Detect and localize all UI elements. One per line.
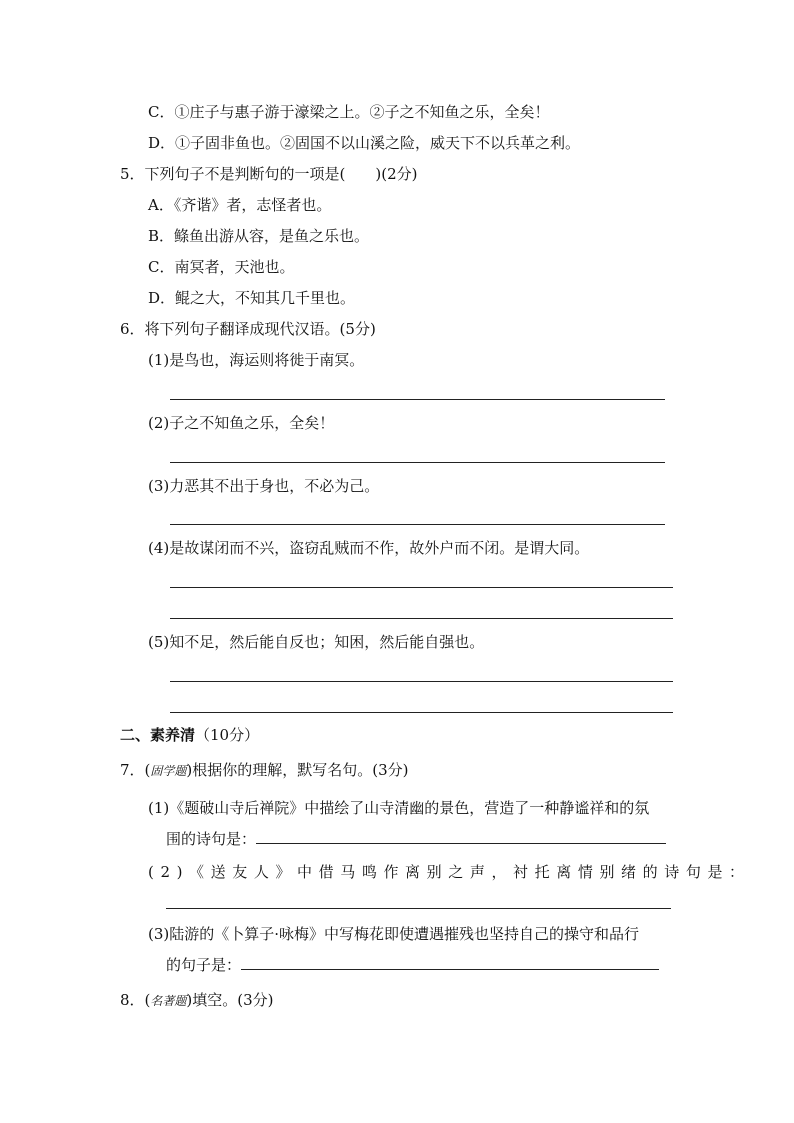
q7-item-3-blank[interactable] xyxy=(241,955,659,970)
q7-number: 7．( xyxy=(120,761,151,779)
q6-answer-line-3[interactable] xyxy=(170,524,665,525)
q7-item-3-prompt: 的句子是： xyxy=(166,956,242,974)
q7-stem xyxy=(120,760,409,781)
q7-item-1-line-2 xyxy=(166,829,666,849)
section-2-heading xyxy=(120,725,259,745)
q6-sentence-4: (4)是故谋闭而不兴，盗窃乱贼而不作，故外户而不闭。是谓大同。 xyxy=(148,539,590,557)
q6-answer-line-4b[interactable] xyxy=(170,618,673,619)
q5-option-d: D．鲲之大，不知其几千里也。 xyxy=(148,289,356,307)
q6-answer-line-5a[interactable] xyxy=(170,681,673,682)
q6-stem: 6．将下列句子翻译成现代汉语。(5分) xyxy=(120,320,376,338)
q7-tag: 固学题 xyxy=(150,764,187,778)
q6-answer-line-5b[interactable] xyxy=(170,712,673,713)
q6-sentence-5: (5)知不足，然后能自反也；知困，然后能自强也。 xyxy=(148,633,485,651)
q7-item-1-line-1: (1)《题破山寺后禅院》中描绘了山寺清幽的景色，营造了一种静谧祥和的氛 xyxy=(148,799,650,817)
q5-option-b: B．鲦鱼出游从容，是鱼之乐也。 xyxy=(148,227,370,245)
q8-stem xyxy=(120,990,274,1011)
q5-option-a: A．《齐谐》者，志怪者也。 xyxy=(148,196,332,214)
q6-answer-line-2[interactable] xyxy=(170,462,665,463)
q6-answer-line-1[interactable] xyxy=(170,399,665,400)
q6-answer-line-4a[interactable] xyxy=(170,587,673,588)
q5-option-c: C．南冥者，天池也。 xyxy=(148,258,295,276)
q4-option-d: D．①子固非鱼也。②固国不以山溪之险，威天下不以兵革之利。 xyxy=(148,134,581,152)
q7-item-1-blank[interactable] xyxy=(256,829,666,844)
section-2-title: 二、素养清 xyxy=(120,726,196,744)
q7-instruction: )根据你的理解，默写名句。(3分) xyxy=(186,761,409,779)
q7-item-2: (2)《送友人》中借马鸣作离别之声，衬托离情别绪的诗句是： xyxy=(148,863,751,881)
q6-sentence-3: (3)力恶其不出于身也，不必为己。 xyxy=(148,477,380,495)
q7-item-2-blank[interactable] xyxy=(166,908,671,909)
q5-stem: 5．下列句子不是判断句的一项是( )(2分) xyxy=(120,165,418,183)
q8-instruction: )填空。(3分) xyxy=(186,991,274,1009)
q4-option-c: C．①庄子与惠子游于濠梁之上。②子之不知鱼之乐，全矣！ xyxy=(148,103,550,121)
q6-sentence-2: (2)子之不知鱼之乐，全矣！ xyxy=(148,414,335,432)
section-2-score: （10分） xyxy=(195,726,260,744)
q8-number: 8．( xyxy=(120,991,151,1009)
q8-tag: 名著题 xyxy=(150,994,187,1008)
q7-item-3-line-1: (3)陆游的《卜算子·咏梅》中写梅花即使遭遇摧残也坚持自己的操守和品行 xyxy=(148,925,640,943)
q6-sentence-1: (1)是鸟也，海运则将徙于南冥。 xyxy=(148,351,365,369)
q7-item-3-line-2 xyxy=(166,955,659,975)
q7-item-1-prompt: 围的诗句是： xyxy=(166,830,257,848)
